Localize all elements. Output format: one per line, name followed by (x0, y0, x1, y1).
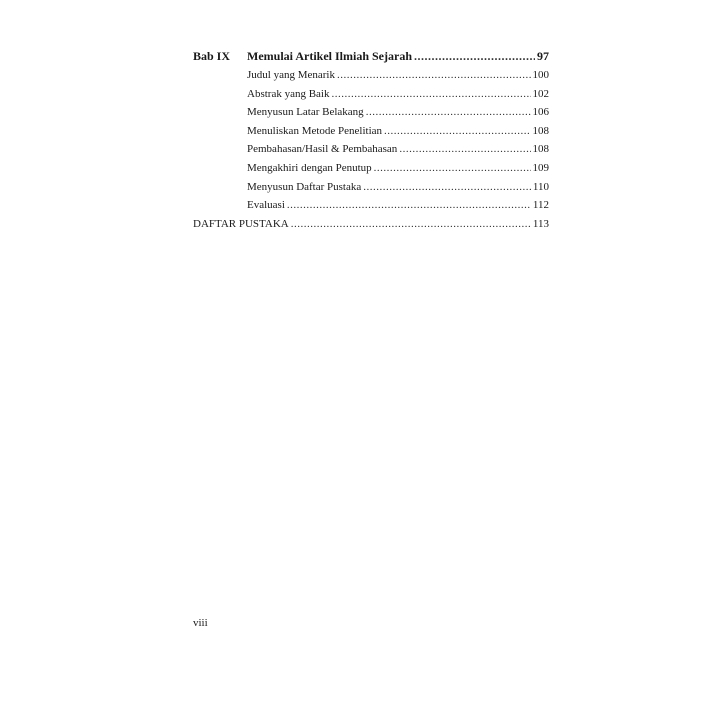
dot-leader (291, 215, 531, 234)
dot-leader (384, 122, 530, 141)
dot-leader (399, 140, 530, 159)
section-page-number: 108 (532, 124, 549, 137)
section-page-number: 102 (532, 87, 549, 100)
section-page-number: 112 (532, 199, 549, 212)
section-title: Abstrak yang Baik (247, 87, 330, 100)
toc-bibliography-entry (193, 215, 549, 234)
table-of-contents (193, 47, 549, 233)
section-title: Mengakhiri dengan Penutup (247, 161, 372, 174)
dot-leader (363, 178, 531, 197)
section-title: Menuliskan Metode Penelitian (247, 124, 383, 137)
toc-section-entry (193, 85, 549, 104)
section-page-number: 106 (532, 106, 549, 119)
section-title: Judul yang Menarik (247, 69, 335, 81)
toc-section-entry (193, 103, 549, 122)
section-title: Menyusun Latar Belakang (247, 106, 364, 119)
dot-leader (366, 103, 531, 122)
chapter-page-number: 97 (537, 49, 549, 63)
toc-section-entry (193, 66, 549, 85)
dot-leader (374, 159, 531, 178)
section-page-number: 108 (532, 143, 549, 156)
toc-section-entry (193, 178, 549, 197)
dot-leader (331, 85, 530, 104)
section-title: Menyusun Daftar Pustaka (247, 180, 362, 193)
bibliography-page-number: 113 (532, 217, 549, 230)
section-title: Pembahasan/Hasil & Pembahasan (247, 143, 398, 156)
section-page-number: 110 (532, 180, 549, 193)
toc-section-entry (193, 140, 549, 159)
toc-chapter-entry (193, 47, 549, 66)
toc-section-entry (193, 196, 549, 215)
dot-leader (287, 196, 531, 215)
page-number-footer: viii (193, 617, 208, 629)
chapter-title: Memulai Artikel Ilmiah Sejarah (247, 49, 412, 63)
section-page-number: 109 (532, 161, 549, 174)
toc-section-entry (193, 122, 549, 141)
dot-leader (414, 47, 535, 66)
bibliography-title: DAFTAR PUSTAKA (193, 217, 289, 230)
section-title: Evaluasi (247, 199, 285, 212)
section-page-number: 100 (532, 69, 549, 81)
dot-leader (337, 66, 531, 85)
chapter-number: Bab IX (193, 49, 231, 63)
toc-section-entry (193, 159, 549, 178)
